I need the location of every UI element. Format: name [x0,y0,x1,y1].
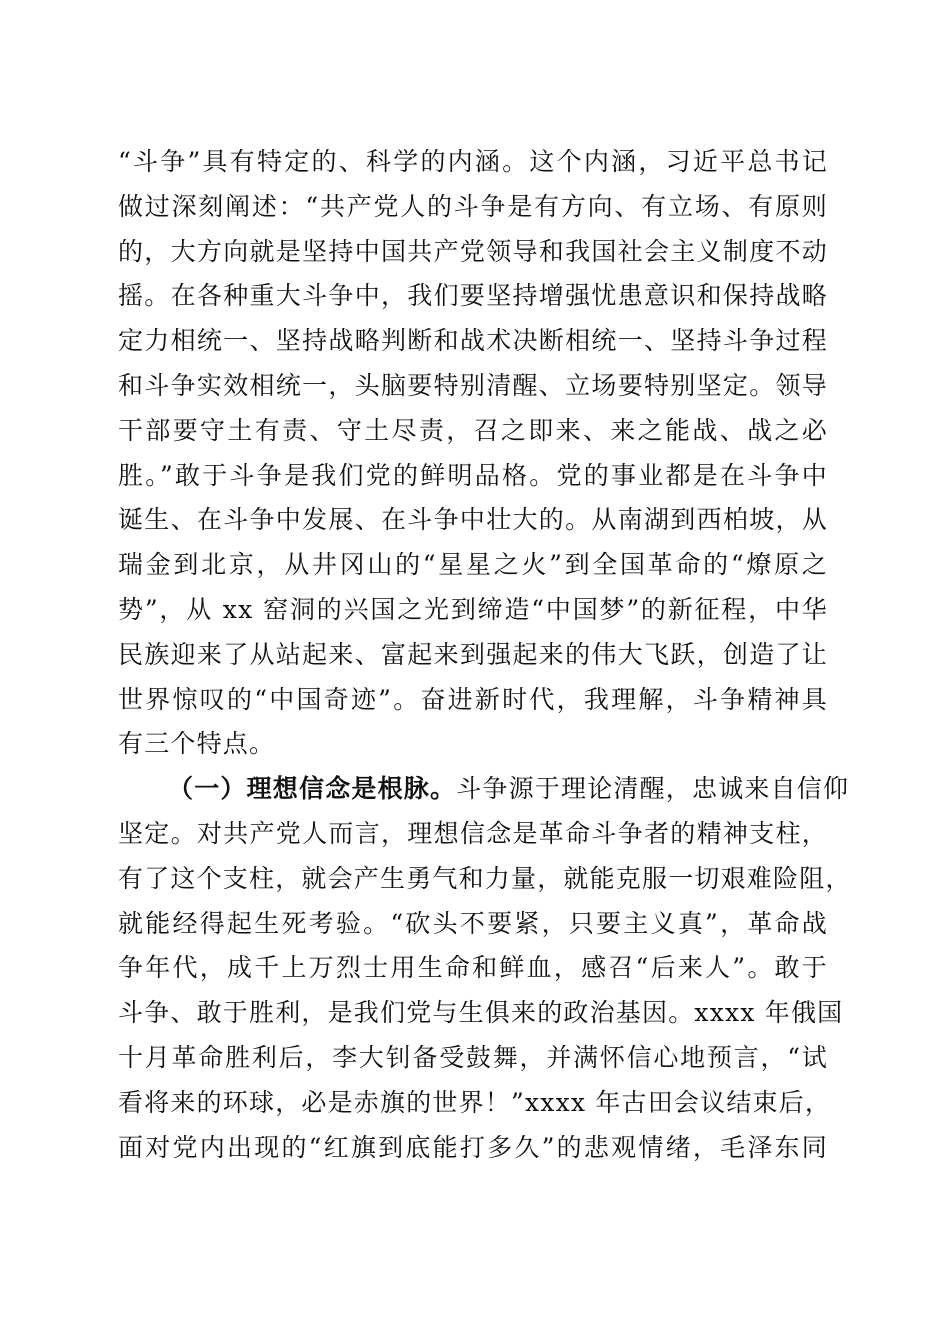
text-run: 斗争源于理论清醒，忠诚来自信仰 [456,774,850,804]
text-line: 和斗争实效相统一，头脑要特别清醒、立场要特别坚定。领导 [118,370,828,400]
text-line: 斗争、敢于胜利，是我们党与生俱来的政治基因。xxxx 年俄国 [118,998,844,1028]
text-line: 有了这个支柱，就会产生勇气和力量，就能克服一切艰难险阻， [118,863,852,893]
text-line: 诞生、在斗争中发展、在斗争中壮大的。从南湖到西柏坡，从 [118,505,828,535]
text-line: 干部要守土有责、守土尽责，召之即来、来之能战、战之必 [118,415,828,445]
text-line: 争年代，成千上万烈士用生命和鲜血，感召“后来人”。敢于 [118,953,828,983]
text-line: 十月革命胜利后，李大钊备受鼓舞，并满怀信心地预言，“试 [118,1042,828,1072]
text-line: 民族迎来了从站起来、富起来到强起来的伟大飞跃，创造了让 [118,639,828,669]
text-line: 的，大方向就是坚持中国共产党领导和我国社会主义制度不动 [118,236,828,266]
paragraph-1 [118,140,828,767]
text-line: 面对党内出现的“红旗到底能打多久”的悲观情绪，毛泽东同 [118,1132,828,1162]
text-line: 世界惊叹的“中国奇迹”。奋进新时代，我理解，斗争精神具 [118,684,828,714]
text-line [118,767,850,812]
text-line: 就能经得起生死考验。“砍头不要紧，只要主义真”，革命战 [118,908,828,938]
text-line: 胜。”敢于斗争是我们党的鲜明品格。党的事业都是在斗争中 [118,460,828,490]
text-line: 坚定。对共产党人而言，理想信念是革命斗争者的精神支柱， [118,818,828,848]
text-line: 有三个特点。 [118,729,276,759]
document-body [118,140,852,1170]
text-line: 势”，从 xx 窑洞的兴国之光到缔造“中国梦”的新征程，中华 [118,594,828,624]
text-line: 做过深刻阐述：“共产党人的斗争是有方向、有立场、有原则 [118,191,828,221]
text-line: “斗争”具有特定的、科学的内涵。这个内涵，习近平总书记 [118,147,828,176]
text-line: 看将来的环球，必是赤旗的世界！”xxxx 年古田会议结束后， [118,1087,832,1117]
section-heading: （一）理想信念是根脉。 [168,774,457,804]
paragraph-2 [118,767,852,1170]
text-line: 摇。在各种重大斗争中，我们要坚持增强忧患意识和保持战略 [118,281,828,311]
text-line: 瑞金到北京，从井冈山的“星星之火”到全国革命的“燎原之 [118,550,828,580]
text-line: 定力相统一、坚持战略判断和战术决断相统一、坚持斗争过程 [118,326,828,356]
